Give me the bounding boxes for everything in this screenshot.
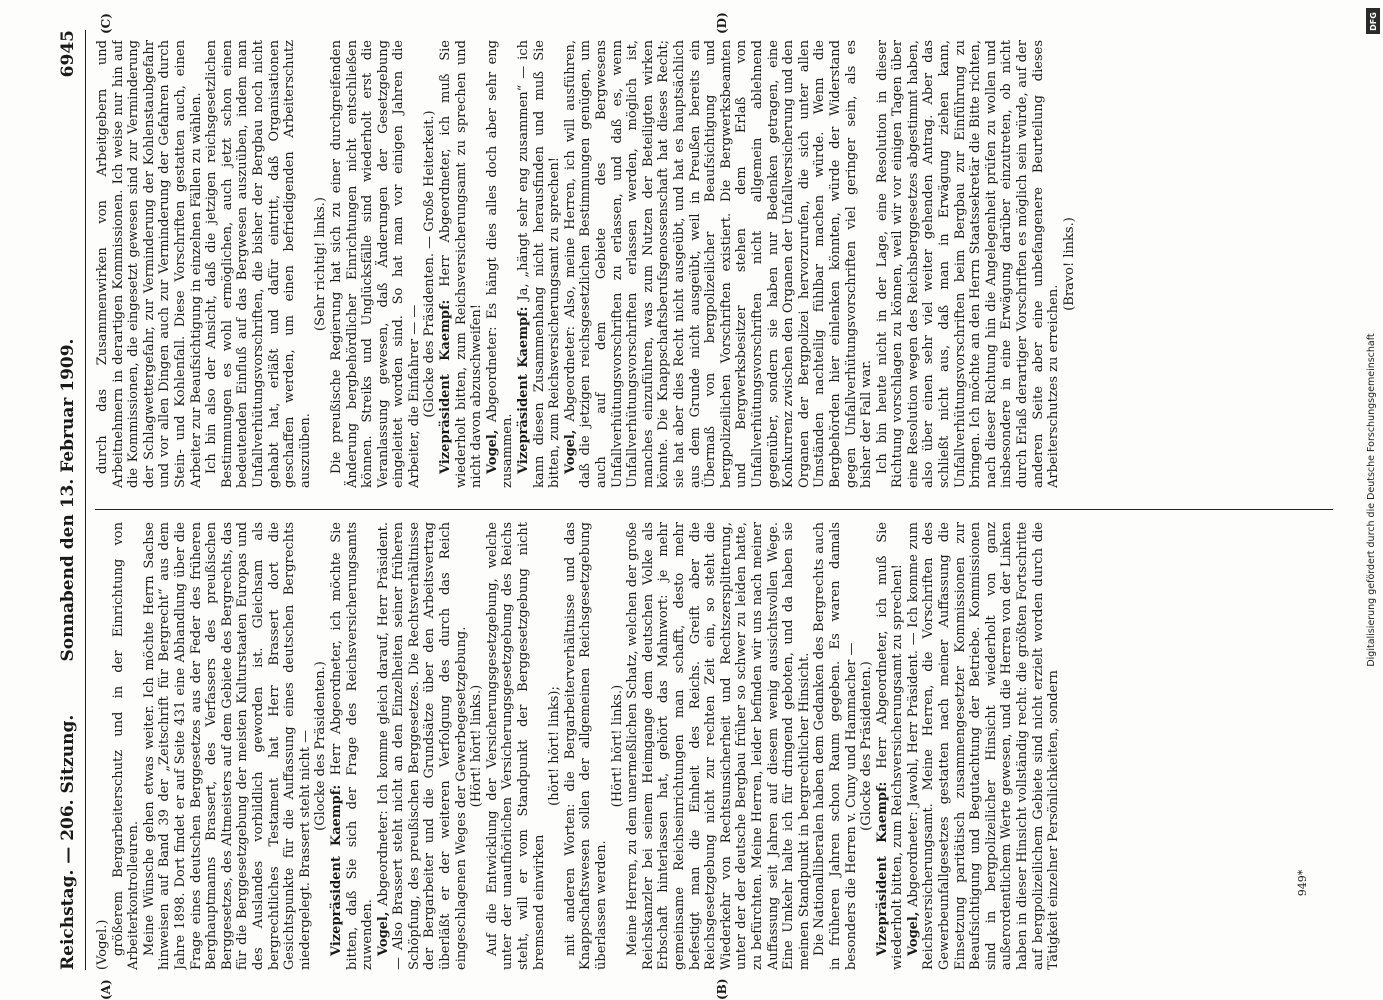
speaker-name: Vogel, (562, 429, 578, 474)
speaker-name: Vizepräsident Kaempf: (874, 781, 890, 956)
dfg-logo (1366, 8, 1380, 34)
left-paragraph (111, 522, 142, 970)
header-left: Reichstag. — 206. Sitzung. (58, 714, 78, 970)
header-date: Sonnabend den 13. Februar 1909. (58, 338, 78, 662)
rotated-text-block (55, 12, 1345, 1000)
paragraph-text: (Sehr richtig! links.) (313, 197, 329, 331)
bottom-page-number: 949* (1296, 869, 1309, 897)
left-paragraph (859, 522, 875, 970)
paragraph-text: Herr Abgeordneter, ich möchte Sie bitten, daß Sie sich der Frage des Reichsversicherungsamts zuwenden. (328, 522, 376, 970)
speaker-name: Vizepräsident Kaempf: (438, 299, 454, 474)
paragraph-text: Abgeordneter: Es hängt dies alles doch aber sehr eng zusammen. (484, 40, 516, 488)
speaker-name: Vizepräsident Kaempf: (328, 784, 344, 956)
speaker-name: Vogel, (905, 911, 921, 956)
speaker-name: Vogel, (484, 429, 500, 474)
paragraph-text: Auf die Entwicklung der Versicherungsgesetzgebung, welche unter der unaufhörlichen Versicherungsgesetzgebung des Reichs steht, will er vom Standpunkt der Berggesetzgebung nicht bremsend einwirken (484, 522, 547, 970)
paragraph-text: Die Nationalliberalen haben dem Gedanken des Bergrechts auch in früheren Jahren schon Raum gegeben. Es waren damals besonders die Herren v. Cuny und Hammacher — (812, 522, 859, 970)
paragraph-text: (Vogel.) (95, 919, 110, 970)
page-header (55, 30, 81, 970)
right-paragraph (563, 40, 875, 488)
right-paragraph (516, 40, 563, 488)
paragraph-text: (Hört! hört! links.) (609, 684, 625, 808)
speaker-name: Vogel, (375, 911, 391, 956)
left-paragraph (563, 522, 610, 970)
left-paragraph (812, 522, 859, 970)
speaker-name: Vizepräsident Kaempf: (516, 306, 532, 474)
right-paragraph (95, 40, 204, 488)
left-column (95, 522, 1325, 970)
paragraph-text: Meine Wünsche gehen etwas weiter. Ich möchte Herrn Sachse hinweisen auf Band 39 der „Zeitschrift für Bergrecht“ aus dem Jahre 1898. Dort findet er auf Seite 431 eine Abhandlung über die Frage eines deutschen Berggesetzes aus der Feder des früheren Berghauptmanns Brassert, des Verfassers des preußischen Berggesetzes, des Altmeisters auf dem Gebiete des Bergrechts, das für die Berggesetzgebung der meisten Kulturstaaten Europas und des Auslandes vorbildlich geworden ist. Gleichsam als bergrechtliches Testament hat Herr Brassert dort die Gesichtspunkte für die Auffassung eines deutschen Bergrechts niedergelegt. Brassert steht nicht — (141, 522, 313, 970)
right-paragraph (313, 40, 329, 488)
paragraph-text: (Bravo! links.) (1061, 217, 1077, 311)
header-page-number: 6945 (58, 30, 78, 78)
right-column (95, 40, 1325, 488)
paragraph-text: (Glocke des Präsidenten. — Große Heiterkeit.) (422, 110, 438, 418)
paragraph-text: (Glocke des Präsidenten.) (859, 661, 875, 831)
left-paragraph (95, 522, 111, 970)
left-paragraph (376, 522, 470, 970)
margin-marker-b: (B) (715, 978, 729, 1000)
right-paragraph (1062, 40, 1078, 488)
paragraph-text: mit anderen Worten: die Bergarbeiterverhältnisse und das Knappschaftswesen sollen der allgemeinen Reichsgesetzgebung überlassen werden. (562, 522, 609, 970)
paragraph-text: Meine Herren, zu dem unermeßlichen Schatz, welchen der große Reichskanzler bei seinem Heimgange dem deutschen Volke als Erbschaft hinterlassen hat, gehört das Mahnwort: je mehr gemeinsame Reichseinrichtungen man schafft, desto mehr befestigt man die Einheit des Reichs. Greift aber die Reichsgesetzgebung nicht zur rechten Zeit ein, so steht die Wiederkehr von Rechtsunsicherheit und Rechtszersplitterung, unter der der deutsche Bergbau früher so schwer zu leiden hatte, zu befürchten. Meine Herren, leider befinden wir uns nach meiner Auffassung seit Jahren auf diesem wenig aussichtsvollen Wege. Eine Umkehr halte ich für dringend geboten, und da haben sie meinen Standpunkt in bergrechtlicher Hinsicht. (625, 522, 812, 970)
column-divider (95, 509, 1333, 510)
paragraph-text: Herr Abgeordneter, ich muß Sie wiederholt bitten, zum Reichsversicherungsamt zu sprechen! (874, 522, 906, 970)
paragraph-text: durch das Zusammenwirken von Arbeitgebern und Arbeitnehmern in derartigen Kommissionen. Ich weise nur hin auf die Kommissionen, die eingesetzt gewesen sind zur Verminderung der Schlagwettergefahr, zur Verminderung der Kohlenstaubgefahr und vor allen Dingen auch zur Verminderung der Gefahren durch Stein- und Kohlenfall. Diese Vorschriften gestatten auch, einen Arbeiter zur Beaufsichtigung in einzelnen Fällen zu wählen. (95, 40, 204, 488)
paragraph-text: (hört! hört! links); (547, 686, 563, 806)
right-paragraph (329, 40, 423, 488)
paragraph-text: Abgeordneter: Also, meine Herren, ich will ausführen, daß die jetzigen reichsgesetzlichen Bestimmungen genügen, um auch auf dem Gebiete des Bergwesens Unfallverhütungsvorschriften zu erlassen, und daß es, wenn Unfallverhütungsvorschriften erlassen werden, möglich ist, manches einzuführen, was zum Nutzen der Beteiligten wirken könnte. Die Knappschaftsberufsgenossenschaft hat dieses Recht; sie hat aber dies Recht nicht ausgeübt, und hat es hauptsächlich aus dem Grunde nicht ausgeübt, weil in Preußen bereits ein Übermaß von bergpolizeilicher Beaufsichtigung und bergpolizeilichen Vorschriften existiert. Die Bergwerksbeamten und Bergwerksbesitzer stehen dem Erlaß von Unfallverhütungsvorschriften nicht allgemein ablehnend gegenüber, sondern sie haben nur Bedenken getragen, eine Konkurrenz zwischen den Organen der Unfallversicherung und den Organen der Bergpolizei hervorzurufen, die sich unter allen Umständen nachteilig fühlbar machen würde. Wenn die Bergbehörden hier einlenken könnten, würde der Widerstand gegen Unfallverhütungsvorschriften viel geringer sein, als es bisher der Fall war. (562, 40, 875, 488)
paragraph-text: Herr Abgeordneter, ich muß Sie wiederholt bitten, zum Reichsversicherungsamt zu sprechen und nicht davon abzuschweifen! (438, 40, 485, 488)
margin-marker-d: (D) (715, 12, 729, 34)
dfg-logo-text: DFG (1368, 11, 1378, 31)
left-paragraph (875, 522, 906, 970)
paragraph-text: größerem Bergarbeiterschutz und in der Einrichtung von Arbeiterkontrolleuren. (110, 522, 142, 970)
left-paragraph (313, 522, 329, 970)
paragraph-text: Abgeordneter: Ich komme gleich darauf, Herr Präsident. — Also Brassert steht nicht an den Einzelheiten seiner früheren Schöpfung, des preußischen Berggesetzes. Die Rechtsverhältnisse der Bergarbeiter und die Grundsätze über den Arbeitsvertrag überläßt er der weiteren Verfolgung des durch das Reich eingeschlagenen Weges der Gewerbegesetzgebung. (375, 522, 469, 970)
left-paragraph (625, 522, 812, 970)
paragraph-text: Abgeordneter: Jawohl, Herr Präsident. — Ich komme zum Reichsversicherungsamt. Meine Herren, die Vorschriften des Gewerbeunfallgesetzes gestatten nach meiner Auffassung die Einsetzung paritätisch zusammengesetzter Kommissionen zur Beaufsichtigung und Begutachtung der Betriebe. Kommissionen sind in bergpolizeilicher Hinsicht wiederholt von ganz außerordentlichem Werte gewesen, und die Herren von der Linken haben in dieser Hinsicht vollständig recht: die größten Fortschritte auf bergpolizeilichem Gebiete sind nicht erzielt worden durch die Tätigkeit einzelner Persönlichkeiten, sondern (905, 522, 1062, 970)
margin-marker-a: (A) (99, 979, 113, 1000)
paragraph-text: Ich bin heute nicht in der Lage, eine Resolution in dieser Richtung vorschlagen zu können, weil wir vor einigen Tagen über eine Resolution wegen des Reichsberggesetzes abgestimmt haben, also über einen sehr viel weiter gehenden Antrag. Aber das schließt nicht aus, daß man in Erwägung ziehen kann, Unfallverhütungsvorschriften beim Bergbau zur Einführung zu bringen. Ich möchte an den Herrn Staatssekretär die Bitte richten, nach dieser Richtung hin die Angelegenheit prüfen zu wollen und insbesondere in eine Erwägung darüber einzutreten, ob nicht durch Erlaß derartiger Vorschriften es möglich sein würde, auf der anderen Seite aber eine unbefangenere Beurteilung dieses Arbeiterschutzes zu erreichen. (874, 40, 1062, 488)
left-paragraph (142, 522, 314, 970)
right-paragraph (438, 40, 485, 488)
paragraph-text: (Glocke des Präsidenten.) (313, 661, 329, 831)
right-paragraph (485, 40, 516, 488)
paragraph-text: (Hört! hört! links.) (469, 684, 485, 808)
paragraph-text: Ja, „hängt sehr eng zusammen“ — ich kann diesen Zusammenhang nicht herausfinden und muß Sie bitten, zum Reichsversicherungsamt zu sprechen! (516, 40, 563, 488)
right-paragraph (422, 40, 438, 488)
paragraph-text: Ich bin also der Ansicht, daß die jetzigen reichsgesetzlichen Bestimmungen es wohl ermöglichen, auch jetzt schon einen bedeutenden Einfluß auf das Bergwesen auszuüben, indem man Unfallverhütungsvorschriften, die bisher der Bergbau noch nicht gehabt hat, erläßt und dafür eintritt, daß Organisationen geschaffen werden, um einen befriedigenden Arbeiterschutz auszuüben. (204, 40, 313, 488)
left-paragraph (469, 522, 485, 970)
right-paragraph (204, 40, 313, 488)
right-paragraph (875, 40, 1062, 488)
left-paragraph (485, 522, 547, 970)
paragraph-text: Die preußische Regierung hat sich zu einer durchgreifenden Änderung bergbehördlicher Einrichtungen nicht entschließen können. Streiks und Unglücksfälle sind wiederholt erst die Veranlassung gewesen, daß Änderungen der Gesetzgebung eingeleitet worden sind. So hat man vor einigen Jahren die Arbeiter, die Einfahrer — — (328, 40, 422, 488)
left-paragraph (547, 522, 563, 970)
margin-marker-c: (C) (99, 13, 113, 34)
header-rule (85, 30, 86, 970)
left-paragraph (329, 522, 376, 970)
left-paragraph (610, 522, 626, 970)
left-paragraph (906, 522, 1062, 970)
digitization-note: Digitalisierung gefördert durch die Deutsche Forschungsgemeinschaft (1366, 333, 1377, 667)
